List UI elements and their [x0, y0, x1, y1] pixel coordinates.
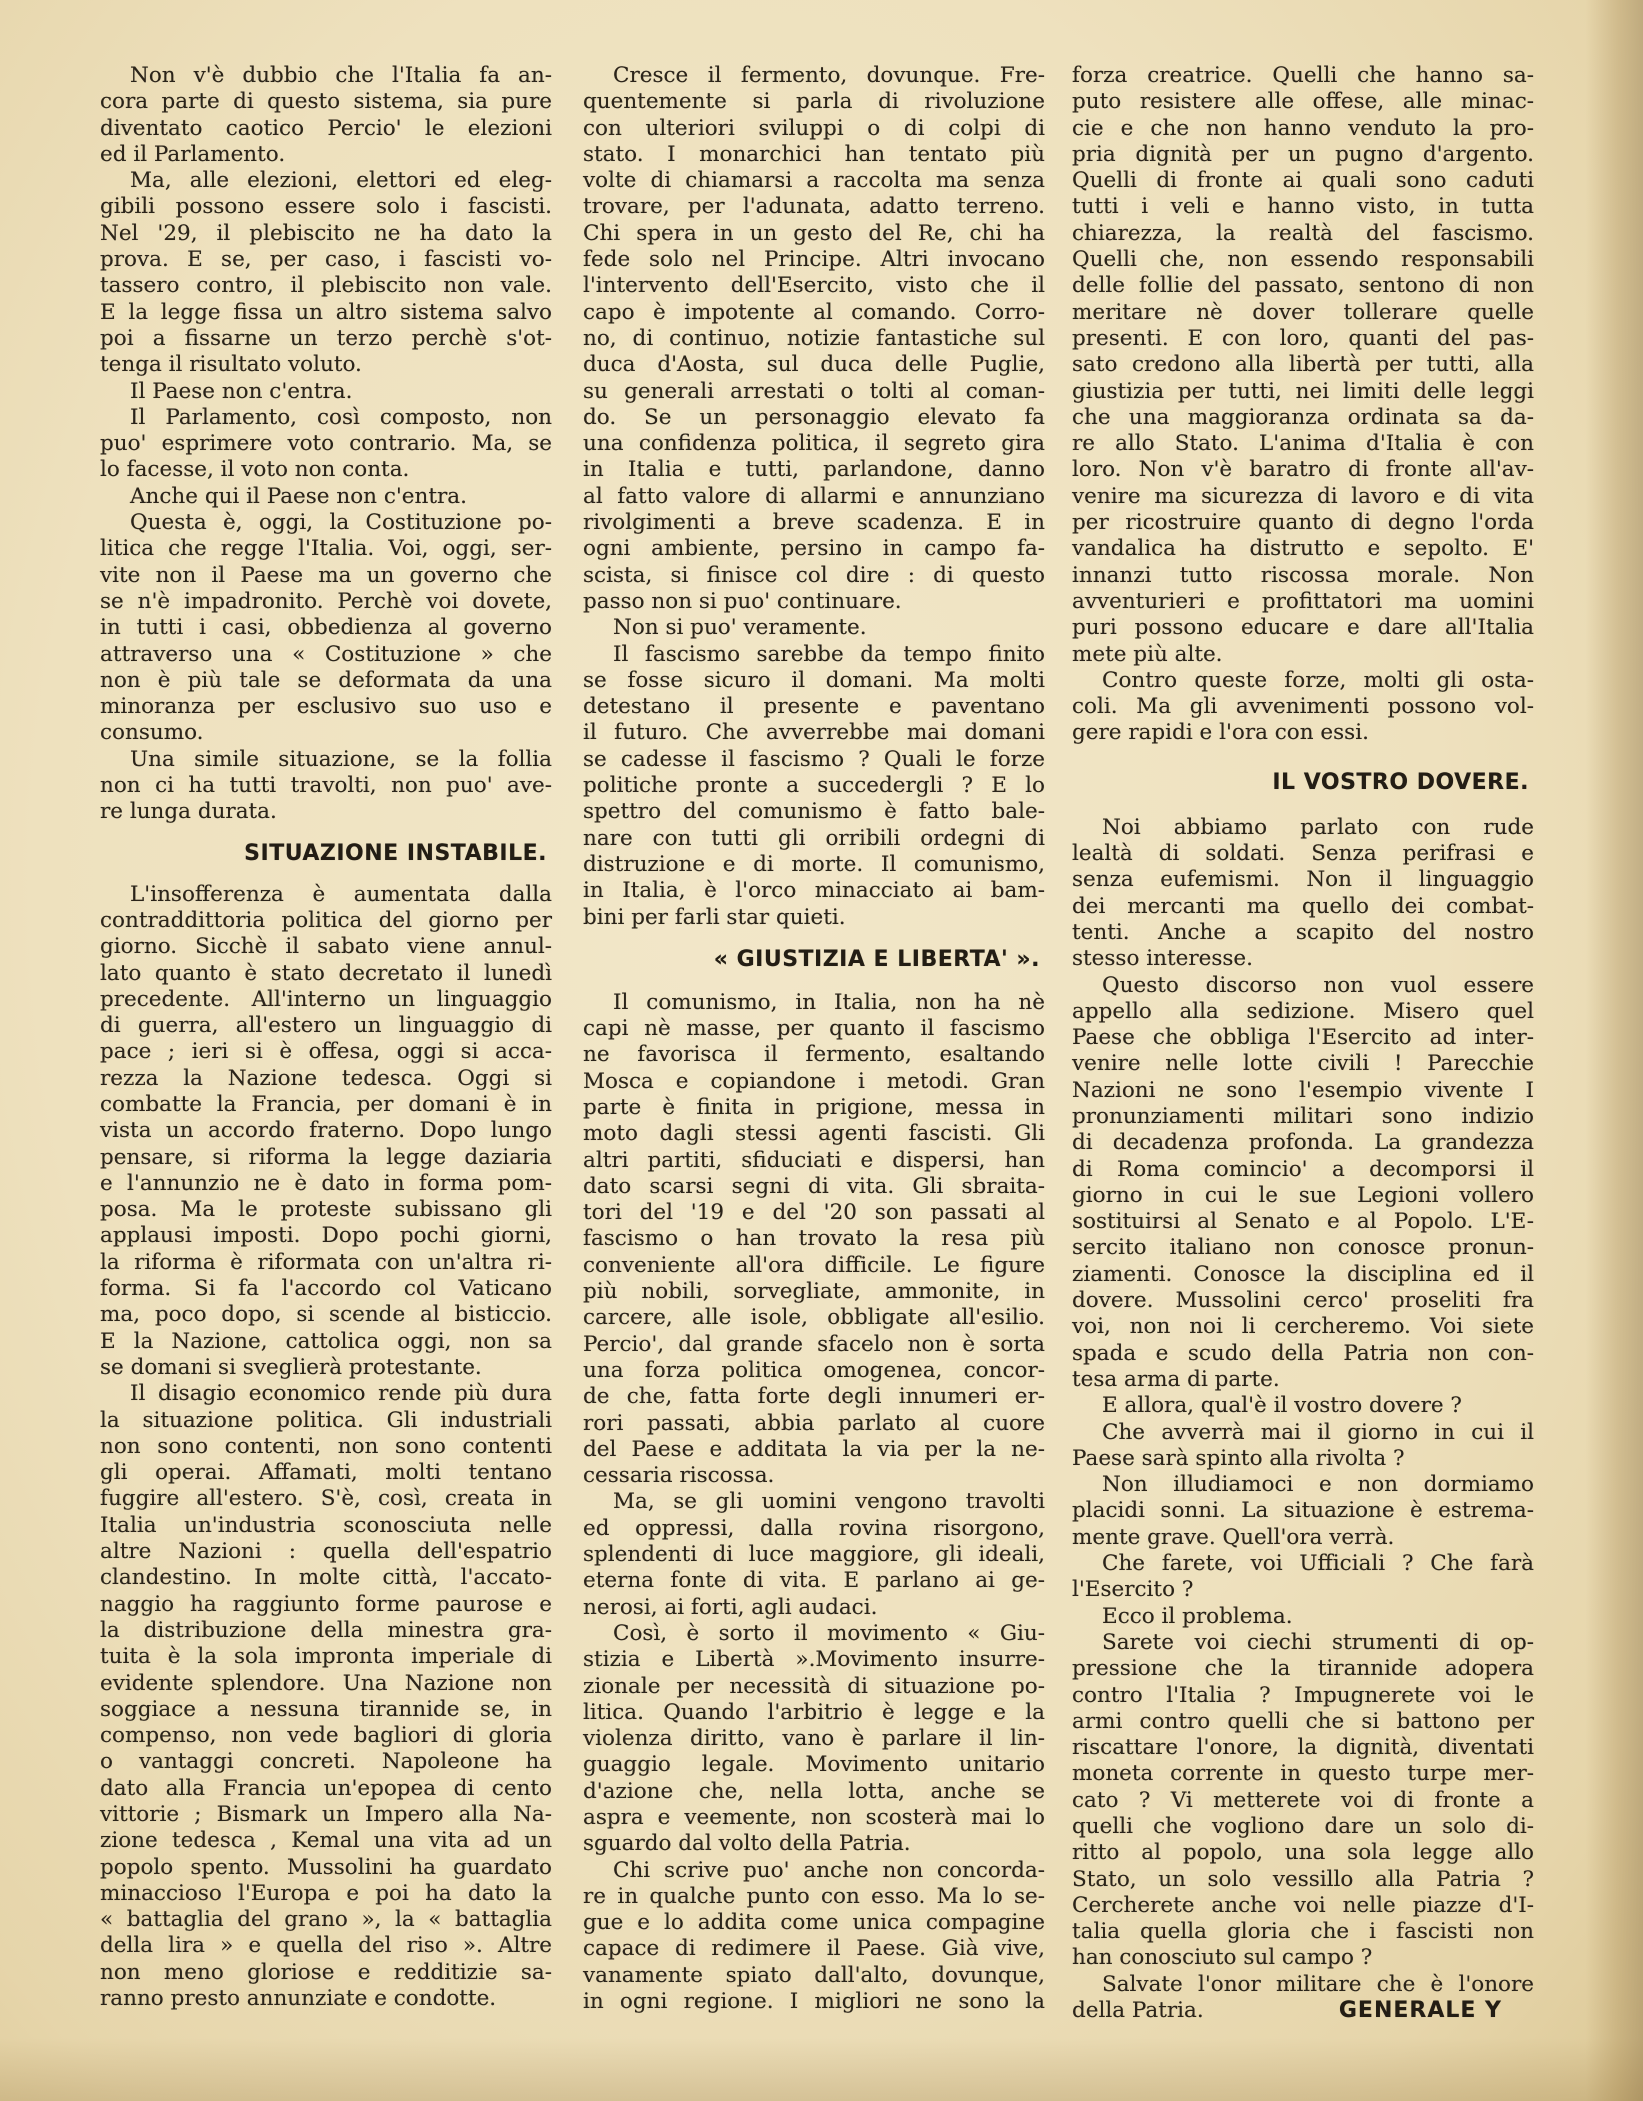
text-line: Cercherete anche voi nelle piazze d'I-	[1072, 1892, 1534, 1918]
text-line: giorno. Sicchè il sabato viene annul-	[100, 934, 552, 960]
text-line: splendenti di luce maggiore, gli ideali,	[583, 1542, 1045, 1568]
text-line: quentemente si parla di rivoluzione	[583, 89, 1045, 115]
text-line: rivolgimenti a breve scadenza. E in	[583, 510, 1045, 536]
paragraph	[100, 379, 552, 405]
text-line: Nel '29, il plebiscito ne ha dato la	[100, 220, 552, 246]
text-line: ziamenti. Conosce la disciplina ed il	[1072, 1261, 1534, 1287]
text-line: riscattare l'onore, la dignità, diventati	[1072, 1735, 1534, 1761]
text-line: pace ; ieri si è offesa, oggi si acca-	[100, 1039, 552, 1065]
column-3	[1072, 63, 1534, 2024]
text-line: vandalica ha distrutto e sepolto. E'	[1072, 536, 1534, 562]
text-line: do. Se un personaggio elevato fa	[583, 404, 1045, 430]
paragraph	[100, 484, 552, 510]
text-line: placidi sonni. La situazione è estrema-	[1072, 1498, 1534, 1524]
paragraph	[1072, 1420, 1534, 1473]
text-line: Salvate l'onor militare che è l'onore	[1102, 1971, 1534, 1997]
text-line: re lunga durata.	[100, 799, 277, 825]
text-line: moneta corrente in questo turpe mer-	[1072, 1761, 1534, 1787]
text-line: Il disagio economico rende più dura	[130, 1381, 552, 1407]
paragraph	[100, 747, 552, 826]
text-line: cato ? Vi metterete voi di fronte a	[1072, 1787, 1534, 1813]
text-line: capace di redimere il Paese. Già vive,	[583, 1936, 1045, 1962]
text-line: fuggire all'estero. S'è, così, creata in	[100, 1486, 552, 1512]
text-line: coli. Ma gli avvenimenti possono vol-	[1072, 694, 1534, 720]
text-line: politiche pronte a succedergli ? E lo	[583, 773, 1045, 799]
text-line: nerosi, ai forti, agli audaci.	[583, 1594, 878, 1620]
text-line: evidente splendore. Una Nazione non	[100, 1670, 552, 1696]
text-line: vite non il Paese ma un governo che	[100, 562, 552, 588]
text-line: Nazioni ne sono l'esempio vivente I	[1072, 1077, 1534, 1103]
text-line: pensare, si riforma la legge daziaria	[100, 1144, 552, 1170]
text-line: lealtà di soldati. Senza perifrasi e	[1072, 841, 1534, 867]
text-line: una forza politica omogenea, concor-	[583, 1357, 1045, 1383]
column-2	[583, 63, 1045, 2015]
text-line: tuita è la sola impronta imperiale di	[100, 1644, 552, 1670]
section-heading: « GIUSTIZIA E LIBERTA' ».	[713, 946, 1040, 972]
text-line: consumo.	[100, 720, 204, 746]
text-line: del Paese e additata la via per la ne-	[583, 1436, 1045, 1462]
paragraph	[583, 642, 1045, 931]
text-line: armi contro quelli che si battono per	[1072, 1708, 1534, 1734]
text-line: compenso, non vede bagliori di gloria	[100, 1723, 552, 1749]
text-line: Il comunismo, in Italia, non ha nè	[613, 989, 1045, 1015]
text-line: appello alla sedizione. Misero quel	[1072, 998, 1534, 1024]
text-line: non sono contenti, non sono contenti	[100, 1433, 552, 1459]
paragraph	[100, 405, 552, 484]
text-line: Stato, un solo vessillo alla Patria ?	[1072, 1866, 1534, 1892]
text-line: violenza diritto, vano è parlare il lin-	[583, 1726, 1045, 1752]
text-line: gli operai. Affamati, molti tentano	[100, 1460, 552, 1486]
text-line: Il fascismo sarebbe da tempo finito	[613, 641, 1045, 667]
text-line: Cresce il fermento, dovunque. Fre-	[613, 63, 1045, 88]
paragraph	[100, 63, 552, 168]
text-line: tenti. Anche a scapito del nostro	[1072, 919, 1534, 945]
text-line: puri possono educare e dare all'Italia	[1072, 615, 1534, 641]
text-line: Che avverrà mai il giorno in cui il	[1102, 1419, 1534, 1445]
text-line: duca d'Aosta, sul duca delle Puglie,	[583, 352, 1045, 378]
text-line: E la legge fissa un altro sistema salvo	[100, 299, 552, 325]
text-line: dei mercanti ma quello dei combat-	[1072, 893, 1534, 919]
paragraph	[100, 1381, 552, 2012]
text-line: Così, è sorto il movimento « Giu-	[613, 1620, 1045, 1646]
text-line: lato quanto è stato decretato il lunedì	[100, 960, 552, 986]
column-1	[100, 63, 552, 2012]
text-line: volte di chiamarsi a raccolta ma senza	[583, 168, 1045, 194]
text-line: distruzione e di morte. Il comunismo,	[583, 851, 1045, 877]
text-line: rezza la Nazione tedesca. Oggi si	[100, 1065, 552, 1091]
text-line: popolo spento. Mussolini ha guardato	[100, 1854, 552, 1880]
paragraph	[100, 510, 552, 747]
text-line: Non illudiamoci e non dormiamo	[1102, 1472, 1534, 1498]
text-line: aspra e veemente, non scosterà mai lo	[583, 1805, 1045, 1830]
text-line: parte è finita in prigione, messa in	[583, 1094, 1045, 1120]
text-line: eterna fonte di vita. E parlano ai ge-	[583, 1568, 1045, 1594]
text-line: contro l'Italia ? Impugnerete voi le	[1072, 1682, 1534, 1708]
text-line: Ma, alle elezioni, elettori ed eleg-	[130, 168, 552, 194]
text-line: passo non si puo' continuare.	[583, 588, 902, 614]
paragraph	[583, 1489, 1045, 1620]
text-line: giustizia per tutti, nei limiti delle leggi	[1072, 378, 1534, 404]
text-line: Una simile situazione, se la follia	[130, 746, 552, 772]
paragraph	[1072, 1604, 1534, 1630]
text-line: carcere, alle isole, obbligate all'esilio.	[583, 1305, 1045, 1331]
text-line: applausi imposti. Dopo pochi giorni,	[100, 1223, 552, 1249]
text-line: de che, fatta forte degli innumeri er-	[583, 1384, 1045, 1410]
text-line: Quelli di fronte ai quali sono caduti	[1072, 168, 1534, 194]
text-line: ranno presto annunziate e condotte.	[100, 1986, 497, 2012]
text-line: al fatto valore di allarmi e annunziano	[583, 483, 1045, 509]
text-line: innanzi tutto riscossa morale. Non	[1072, 562, 1534, 588]
paragraph	[100, 168, 552, 378]
text-line: Mosca e copiandone i metodi. Gran	[583, 1068, 1045, 1094]
text-line: forza creatrice. Quelli che hanno sa-	[1072, 63, 1534, 88]
text-line: meritare nè dover tollerare quelle	[1072, 299, 1534, 325]
text-line: minoranza per esclusivo suo uso e	[100, 694, 552, 720]
text-line: nare con tutti gli orribili ordegni di	[583, 825, 1045, 851]
text-line: la situazione politica. Gli industriali	[100, 1407, 552, 1433]
text-line: altri partiti, sfiduciati e dispersi, han	[583, 1147, 1045, 1173]
text-line: scista, si finisce col dire : di questo	[583, 562, 1045, 588]
text-line: con ulteriori sviluppi o di colpi di	[583, 115, 1045, 141]
text-line: Sarete voi ciechi strumenti di op-	[1102, 1629, 1534, 1655]
text-line: contraddittoria politica del giorno per	[100, 907, 552, 933]
text-line: Percio', dal grande sfacelo non è sorta	[583, 1331, 1045, 1357]
text-line: loro. Non v'è baratro di fronte all'av-	[1072, 457, 1534, 483]
paragraph	[1072, 668, 1534, 747]
text-line: senza eufemismi. Non il linguaggio	[1072, 867, 1534, 893]
text-line: re allo Stato. L'anima d'Italia è con	[1072, 431, 1534, 457]
signature: GENERALE Y	[1338, 1998, 1502, 2023]
text-line: il futuro. Che avverrebbe mai domani	[583, 720, 1045, 746]
text-line: litica che regge l'Italia. Voi, oggi, ser-	[100, 536, 552, 562]
text-line: non è più tale se deformata da una	[100, 667, 552, 693]
text-line: Il Paese non c'entra.	[130, 378, 353, 404]
text-line: Il Parlamento, così composto, non	[130, 404, 552, 430]
text-line: dato alla Francia un'epopea di cento	[100, 1775, 552, 1801]
text-line: venire ma sicurezza di lavoro e di vita	[1072, 483, 1534, 509]
text-line: moto dagli stessi agenti fascisti. Gli	[583, 1121, 1045, 1147]
text-line: attraverso una « Costituzione » che	[100, 641, 552, 667]
text-line: vittorie ; Bismark un Impero alla Na-	[100, 1802, 552, 1827]
text-line: lo facesse, il voto non conta.	[100, 457, 410, 483]
paragraph	[583, 63, 1045, 615]
text-line: spada e scudo della Patria non con-	[1072, 1340, 1534, 1366]
text-line: non meno gloriose e redditizie sa-	[100, 1959, 552, 1985]
text-line: mete più alte.	[1072, 641, 1223, 667]
text-line: Non v'è dubbio che l'Italia fa an-	[130, 63, 552, 88]
text-line: capo è impotente al comando. Corro-	[583, 299, 1045, 325]
text-line: gue e lo addita come unica compagine	[583, 1910, 1045, 1936]
paragraph	[1072, 63, 1534, 668]
text-line: zionale per necessità di situazione po-	[583, 1673, 1045, 1699]
text-line: clandestino. In molte città, l'accato-	[100, 1565, 552, 1591]
text-line: Contro queste forze, molti gli osta-	[1102, 667, 1534, 693]
text-line: naggio ha raggiunto forme paurose e	[100, 1591, 552, 1617]
text-line: fede solo nel Principe. Altri invocano	[583, 247, 1045, 273]
text-line: in Italia e tutti, parlandone, danno	[583, 457, 1045, 483]
text-line: se cadesse il fascismo ? Quali le forze	[583, 746, 1045, 772]
text-line: l'Esercito ?	[1072, 1577, 1194, 1603]
text-line: di guerra, all'estero un linguaggio di	[100, 1013, 552, 1039]
text-line: Paese sarà spinto alla rivolta ?	[1072, 1445, 1405, 1471]
text-line: in Italia, è l'orco minacciato ai bam-	[583, 878, 1045, 904]
text-line: o vantaggi concreti. Napoleone ha	[100, 1749, 552, 1775]
text-line: Anche qui il Paese non c'entra.	[130, 483, 467, 509]
text-line: di decadenza profonda. La grandezza	[1072, 1130, 1534, 1156]
text-line: d'azione che, nella lotta, anche se	[583, 1778, 1045, 1804]
text-line: la distribuzione della minestra gra-	[100, 1617, 552, 1643]
text-line: no, di continuo, notizie fantastiche sul	[583, 325, 1045, 351]
paragraph	[1072, 815, 1534, 973]
text-line: ed il Parlamento.	[100, 141, 286, 167]
text-line: litica. Quando l'arbitrio è legge e la	[583, 1699, 1045, 1725]
text-line: che una maggioranza ordinata sa da-	[1072, 404, 1534, 430]
text-line: bini per farli star quieti.	[583, 904, 846, 930]
text-line: prova. E se, per caso, i fascisti vo-	[100, 247, 552, 273]
text-line: « battaglia del grano », la « battaglia	[100, 1907, 552, 1933]
text-line: Chi scrive puo' anche non concorda-	[613, 1857, 1045, 1883]
text-line: trovare, per l'adunata, adatto terreno.	[583, 194, 1045, 220]
text-line: fascismo o han trovato la resa più	[583, 1226, 1045, 1252]
text-line: su generali arrestati o tolti al coman-	[583, 378, 1045, 404]
text-line: delle follie del passato, sentono di non	[1072, 273, 1534, 299]
text-line: se domani si sveglierà protestante.	[100, 1354, 482, 1380]
text-line: ed oppressi, dalla rovina risorgono,	[583, 1515, 1045, 1541]
section-heading: SITUAZIONE INSTABILE.	[244, 840, 547, 866]
paragraph	[1072, 1630, 1534, 1972]
text-line: capi nè masse, per quanto il fascismo	[583, 1016, 1045, 1042]
text-line: gibili possono essere solo i fascisti.	[100, 194, 552, 220]
text-line: per ricostruire quanto di degno l'orda	[1072, 510, 1534, 536]
text-line: detestano il presente e paventano	[583, 694, 1045, 720]
text-line: pronunziamenti militari sono indizio	[1072, 1103, 1534, 1129]
text-line: Quelli che, non essendo responsabili	[1072, 247, 1534, 273]
text-line: Italia un'industria sconosciuta nelle	[100, 1512, 552, 1538]
text-line: in tutti i casi, obbedienza al governo	[100, 615, 552, 641]
text-line: spettro del comunismo è fatto bale-	[583, 799, 1045, 825]
section-heading: IL VOSTRO DOVERE.	[1272, 769, 1529, 795]
text-line: ritto al popolo, una sola legge allo	[1072, 1840, 1534, 1866]
text-line: altre Nazioni : quella dell'espatrio	[100, 1539, 552, 1565]
text-line: tesa arma di parte.	[1072, 1366, 1280, 1392]
paragraph	[1072, 973, 1534, 1394]
text-line: puto resistere alle offese, alle minac-	[1072, 89, 1534, 115]
text-line: conveniente all'ora difficile. Le figure	[583, 1252, 1045, 1278]
text-line: se n'è impadronito. Perchè voi dovete,	[100, 588, 552, 614]
text-line: e l'annunzio ne è dato in forma pom-	[100, 1170, 552, 1196]
text-line: guaggio legale. Movimento unitario	[583, 1752, 1045, 1778]
text-line: mente grave. Quell'ora verrà.	[1072, 1524, 1395, 1550]
text-line: Che farete, voi Ufficiali ? Che farà	[1102, 1551, 1534, 1577]
text-line: tutti i veli e hanno visto, in tutta	[1072, 194, 1534, 220]
text-line: voi, non noi li cercheremo. Voi siete	[1072, 1314, 1534, 1340]
text-line: Paese che obbliga l'Esercito ad inter-	[1072, 1025, 1534, 1051]
text-line: han conosciuto sul campo ?	[1072, 1945, 1373, 1971]
text-line: presenti. E con loro, quanti del pas-	[1072, 325, 1534, 351]
paragraph	[1072, 1472, 1534, 1551]
text-line: l'intervento dell'Esercito, visto che il	[583, 273, 1045, 299]
text-line: Questa è, oggi, la Costituzione po-	[130, 510, 552, 536]
text-line: rori passati, abbia parlato al cuore	[583, 1410, 1045, 1436]
text-line: quelli che vogliono dare un solo di-	[1072, 1814, 1534, 1839]
text-line: forma. Si fa l'accordo col Vaticano	[100, 1276, 552, 1302]
text-line: precedente. All'interno un linguaggio	[100, 986, 552, 1012]
paragraph	[583, 615, 1045, 641]
text-line: della lira » e quella del riso ». Altre	[100, 1933, 552, 1959]
text-line: cie e che non hanno venduto la pro-	[1072, 115, 1534, 141]
text-line: diventato caotico Percio' le elezioni	[100, 115, 552, 141]
text-line: Questo discorso non vuol essere	[1102, 972, 1534, 998]
text-line: sostituirsi al Senato e al Popolo. L'E-	[1072, 1209, 1534, 1235]
text-line: dovere. Mussolini cerco' proseliti fra	[1072, 1288, 1534, 1314]
text-line: in ogni regione. I migliori ne sono la	[583, 1989, 1045, 2015]
text-line: cessaria riscossa.	[583, 1463, 775, 1489]
text-line: della Patria.	[1072, 1998, 1204, 2024]
text-line: se fosse sicuro il domani. Ma molti	[583, 667, 1045, 693]
text-line: E la Nazione, cattolica oggi, non sa	[100, 1328, 552, 1354]
text-line: chiarezza, la realtà del fascismo.	[1072, 220, 1534, 246]
text-line: E allora, qual'è il vostro dovere ?	[1102, 1393, 1462, 1419]
text-line: di Roma comincio' a decomporsi il	[1072, 1156, 1534, 1182]
text-line: puo' esprimere voto contrario. Ma, se	[100, 431, 552, 457]
text-line: Non si puo' veramente.	[613, 615, 867, 641]
text-line: ma, poco dopo, si scende al bisticcio.	[100, 1302, 552, 1328]
text-line: più nobili, sorvegliate, ammonite, in	[583, 1279, 1045, 1305]
text-line: la riforma è riformata con un'altra ri-	[100, 1249, 552, 1275]
text-line: avventurieri e profittatori ma uomini	[1072, 588, 1534, 614]
text-line: non ci ha tutti travolti, non puo' ave-	[100, 773, 552, 799]
paragraph	[583, 1858, 1045, 2016]
text-line: pressione che la tirannide adopera	[1072, 1656, 1534, 1682]
text-line: vista un accordo fraterno. Dopo lungo	[100, 1118, 552, 1144]
paragraph	[100, 882, 552, 1382]
text-line: re in qualche punto con esso. Ma lo se-	[583, 1883, 1045, 1909]
text-line: stesso interesse.	[1072, 946, 1253, 972]
text-line: sguardo dal volto della Patria.	[583, 1831, 911, 1857]
text-line: posa. Ma le proteste subissano gli	[100, 1197, 552, 1223]
paragraph	[1072, 1393, 1534, 1419]
paragraph	[583, 1621, 1045, 1858]
text-line: Chi spera in un gesto del Re, chi ha	[583, 220, 1045, 246]
text-line: ne favorisca il fermento, esaltando	[583, 1042, 1045, 1068]
text-line: stizia e Libertà ».Movimento insurre-	[583, 1647, 1045, 1673]
text-line: sato credono alla libertà per tutti, alla	[1072, 352, 1534, 378]
text-line: soggiace a nessuna tirannide se, in	[100, 1696, 552, 1722]
text-line: Ma, se gli uomini vengono travolti	[613, 1489, 1045, 1515]
paragraph	[1072, 1551, 1534, 1604]
text-line: gere rapidi e l'ora con essi.	[1072, 720, 1369, 746]
text-line: zione tedesca , Kemal una vita ad un	[100, 1828, 552, 1854]
text-line: una confidenza politica, il segreto gira	[583, 431, 1045, 457]
text-line: combatte la Francia, per domani è in	[100, 1091, 552, 1117]
paragraph	[583, 990, 1045, 1490]
text-line: poi a fissarne un terzo perchè s'ot-	[100, 325, 552, 351]
text-line: pria dignità per un pugno d'argento.	[1072, 141, 1534, 167]
text-line: Ecco il problema.	[1102, 1603, 1293, 1629]
text-line: vanamente spiato dall'alto, dovunque,	[583, 1962, 1045, 1988]
text-line: Noi abbiamo parlato con rude	[1102, 814, 1534, 840]
text-line: stato. I monarchici han tentato più	[583, 141, 1045, 167]
text-line: talia quella gloria che i fascisti non	[1072, 1919, 1534, 1945]
text-line: giorno in cui le sue Legioni vollero	[1072, 1182, 1534, 1208]
text-line: cora parte di questo sistema, sia pure	[100, 89, 552, 115]
text-line: sercito italiano non conosce pronun-	[1072, 1235, 1534, 1261]
text-line: L'insofferenza è aumentata dalla	[130, 881, 552, 907]
text-line: tori del '19 e del '20 son passati al	[583, 1200, 1045, 1226]
text-line: tassero contro, il plebiscito non vale.	[100, 273, 552, 299]
text-line: minaccioso l'Europa e poi ha dato la	[100, 1880, 552, 1906]
text-line: venire nelle lotte civili ! Parecchie	[1072, 1051, 1534, 1077]
text-line: tenga il risultato voluto.	[100, 352, 362, 378]
text-line: ogni ambiente, persino in campo fa-	[583, 536, 1045, 562]
text-line: dato scarsi segni di vita. Gli sbraita-	[583, 1173, 1045, 1199]
